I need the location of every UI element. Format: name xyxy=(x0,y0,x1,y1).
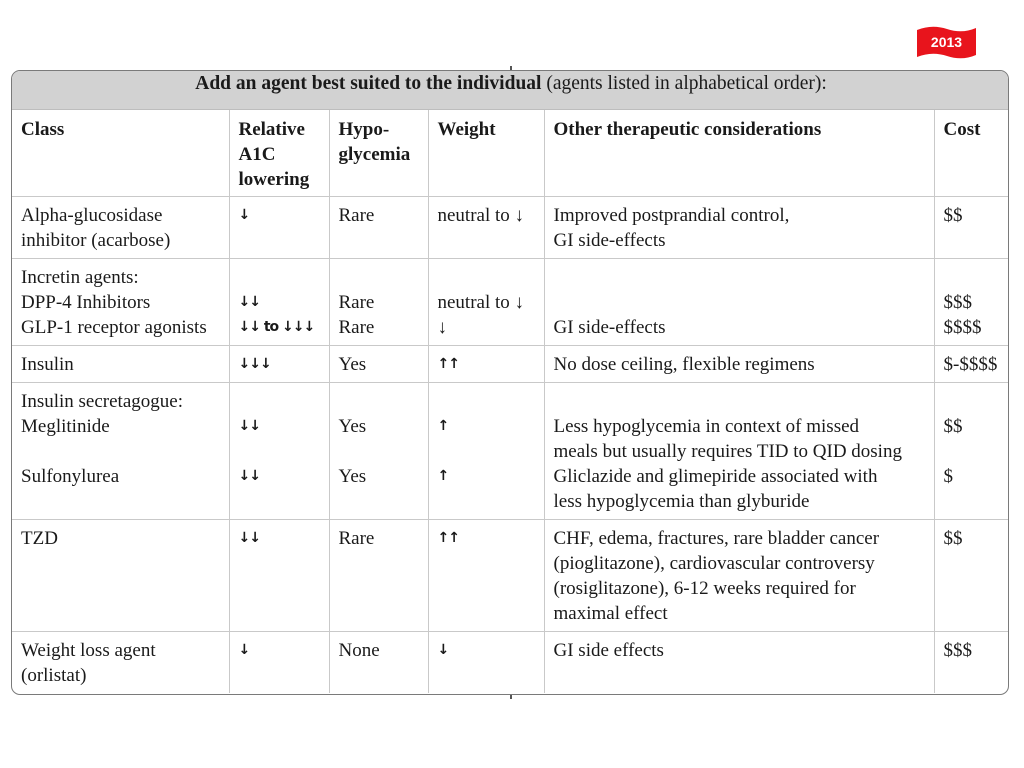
table-row xyxy=(12,346,1009,383)
header-other-label: Other therapeutic considerations xyxy=(553,119,822,140)
cell-line: (pioglitazone), cardiovascular controversy xyxy=(553,553,875,574)
cell-line: $$$ xyxy=(943,292,972,313)
header-cost xyxy=(934,110,1009,197)
header-other xyxy=(544,110,934,197)
header-class-label: Class xyxy=(21,119,65,140)
cell-line: ↓↓ xyxy=(238,468,260,484)
cell-line: Meglitinide xyxy=(21,416,110,437)
cell-other xyxy=(544,520,934,632)
cell-line: (rosiglitazone), 6-12 weeks required for xyxy=(553,578,856,599)
cell-other xyxy=(544,632,934,694)
cell-a1c xyxy=(229,520,329,632)
cell-line: No dose ceiling, flexible regimens xyxy=(553,354,815,375)
cell-hypo xyxy=(329,383,428,520)
header-hypo-line: glycemia xyxy=(338,144,411,165)
cell-cost xyxy=(934,197,1009,259)
cell-line: ↓ xyxy=(238,207,250,223)
cell-hypo xyxy=(329,520,428,632)
cell-class xyxy=(12,346,229,383)
cell-line: DPP-4 Inhibitors xyxy=(21,292,151,313)
table-row xyxy=(12,383,1009,520)
cell-other xyxy=(544,197,934,259)
year-badge xyxy=(917,26,976,59)
cell-weight xyxy=(428,383,544,520)
cell-line: Improved postprandial control, xyxy=(553,205,790,226)
cell-line: GI side effects xyxy=(553,640,664,661)
cell-hypo xyxy=(329,346,428,383)
cell-weight xyxy=(428,197,544,259)
cell-line: ↓ xyxy=(437,642,449,658)
cell-weight xyxy=(428,632,544,694)
cell-line: maximal effect xyxy=(553,603,668,624)
cell-line: ↓↓ to ↓↓↓ xyxy=(238,319,315,335)
header-a1c-line: Relative xyxy=(238,119,305,140)
cell-cost xyxy=(934,346,1009,383)
cell-a1c xyxy=(229,197,329,259)
cell-line: ↑↑ xyxy=(437,356,459,372)
cell-line: Yes xyxy=(338,466,367,487)
cell-line: ↓↓ xyxy=(238,418,260,434)
cell-line: Insulin secretagogue: xyxy=(21,391,183,412)
header-weight xyxy=(428,110,544,197)
cell-line: ↓↓↓ xyxy=(238,356,271,372)
cell-line: Yes xyxy=(338,416,367,437)
table-row xyxy=(12,197,1009,259)
cell-cost xyxy=(934,520,1009,632)
diabetes-agents-table xyxy=(11,70,1009,695)
cell-line: ↓ xyxy=(437,317,447,338)
cell-line: meals but usually requires TID to QID dosing xyxy=(553,441,902,462)
cell-line: GLP-1 receptor agonists xyxy=(21,317,207,338)
cell-line: inhibitor (acarbose) xyxy=(21,230,171,251)
year-label: 2013 xyxy=(930,34,963,50)
cell-other xyxy=(544,346,934,383)
cell-line: TZD xyxy=(21,528,58,549)
cell-line: $$$$ xyxy=(943,317,982,338)
cell-line: neutral to ↓ xyxy=(437,205,525,226)
cell-line: ↓↓ xyxy=(238,294,260,310)
header-class xyxy=(12,110,229,197)
header-a1c-line: A1C xyxy=(238,144,276,165)
cell-line: GI side-effects xyxy=(553,317,666,338)
cell-line: $$ xyxy=(943,528,963,549)
banner-note: (agents listed in alphabetical order): xyxy=(546,73,827,94)
cell-line: Incretin agents: xyxy=(21,267,139,288)
cell-line: $$$ xyxy=(943,640,972,661)
bottom-tick-mark xyxy=(510,695,512,699)
cell-line: None xyxy=(338,640,380,661)
header-cost-label: Cost xyxy=(943,119,981,140)
cell-line: Rare xyxy=(338,528,375,549)
cell-line: ↓ xyxy=(238,642,250,658)
cell-line: Insulin xyxy=(21,354,74,375)
cell-a1c xyxy=(229,259,329,346)
cell-line: Rare xyxy=(338,292,375,313)
cell-cost xyxy=(934,632,1009,694)
cell-other xyxy=(544,383,934,520)
cell-weight xyxy=(428,346,544,383)
cell-line: Sulfonylurea xyxy=(21,466,120,487)
cell-line: CHF, edema, fractures, rare bladder cancer xyxy=(553,528,880,549)
cell-line: $ xyxy=(943,466,953,487)
table-row xyxy=(12,259,1009,346)
header-weight-label: Weight xyxy=(437,119,496,140)
cell-line: Rare xyxy=(338,317,375,338)
cell-class xyxy=(12,259,229,346)
table-banner xyxy=(12,71,1009,110)
header-a1c-line: lowering xyxy=(238,169,310,190)
cell-weight xyxy=(428,520,544,632)
cell-cost xyxy=(934,259,1009,346)
cell-hypo xyxy=(329,632,428,694)
header-hypoglycemia xyxy=(329,110,428,197)
banner-bold-text: Add an agent best suited to the individual xyxy=(195,73,542,94)
cell-line: Weight loss agent xyxy=(21,640,156,661)
cell-a1c xyxy=(229,346,329,383)
header-a1c xyxy=(229,110,329,197)
cell-line: ↓↓ xyxy=(238,530,260,546)
cell-line: ↑↑ xyxy=(437,530,459,546)
cell-class xyxy=(12,632,229,694)
cell-hypo xyxy=(329,197,428,259)
cell-cost xyxy=(934,383,1009,520)
cell-line: ↑ xyxy=(437,418,449,434)
cell-other xyxy=(544,259,934,346)
cell-line: Yes xyxy=(338,354,367,375)
cell-line: Less hypoglycemia in context of missed xyxy=(553,416,860,437)
cell-line: Rare xyxy=(338,205,375,226)
cell-a1c xyxy=(229,383,329,520)
cell-line: $-$$$$ xyxy=(943,354,998,375)
cell-a1c xyxy=(229,632,329,694)
cell-line: $$ xyxy=(943,205,963,226)
cell-line: GI side-effects xyxy=(553,230,666,251)
cell-class xyxy=(12,197,229,259)
cell-line: Alpha-glucosidase xyxy=(21,205,163,226)
table-row xyxy=(12,520,1009,632)
cell-line: $$ xyxy=(943,416,963,437)
cell-weight xyxy=(428,259,544,346)
cell-class xyxy=(12,383,229,520)
cell-line: less hypoglycemia than glyburide xyxy=(553,491,810,512)
cell-line: Gliclazide and glimepiride associated with xyxy=(553,466,878,487)
cell-class xyxy=(12,520,229,632)
header-hypo-line: Hypo- xyxy=(338,119,390,140)
table-row xyxy=(12,632,1009,694)
cell-line: ↑ xyxy=(437,468,449,484)
cell-line: (orlistat) xyxy=(21,665,87,686)
cell-hypo xyxy=(329,259,428,346)
cell-line: neutral to ↓ xyxy=(437,292,525,313)
